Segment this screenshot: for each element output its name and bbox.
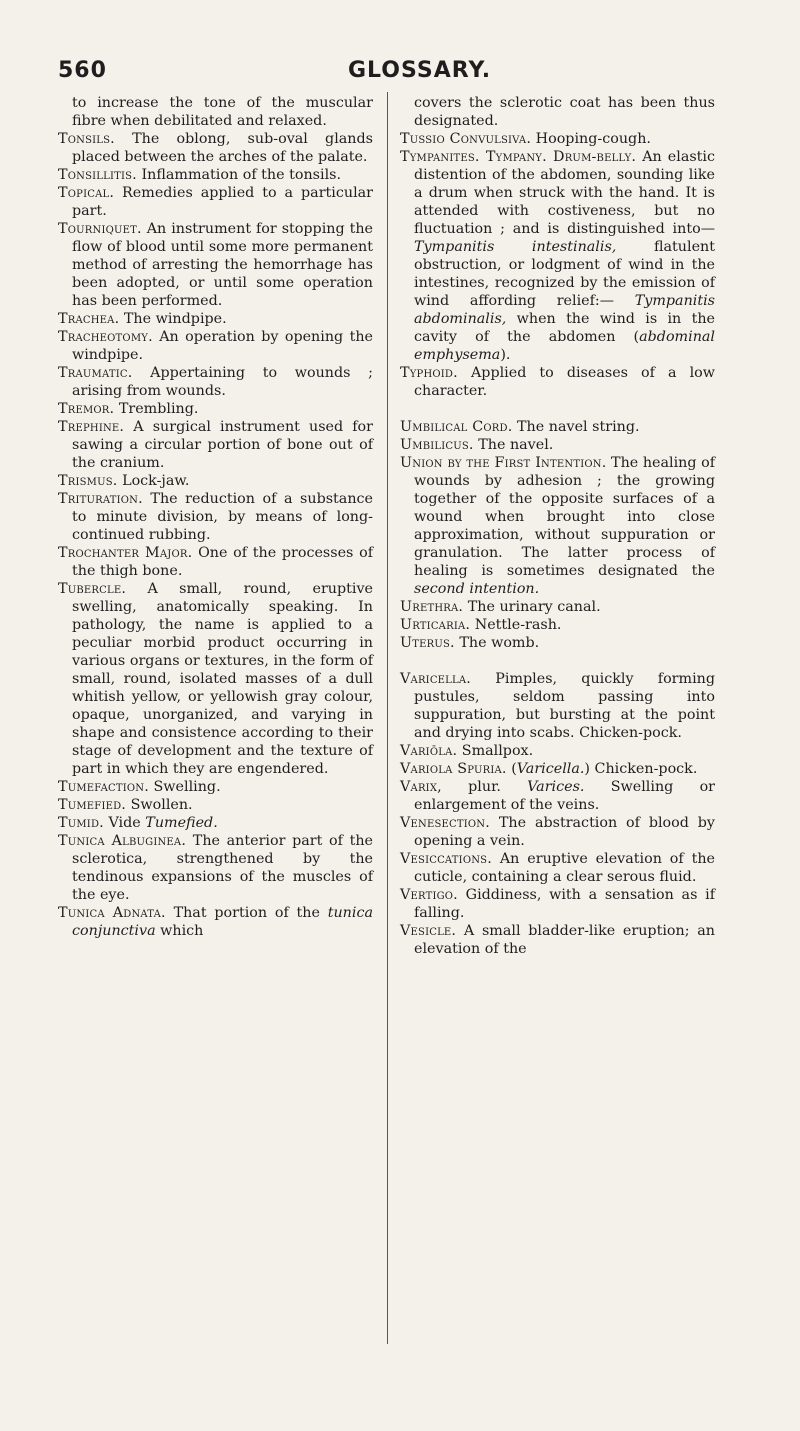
- entry-definition: to increase the tone of the muscular fibre when debilitated and relaxed.: [72, 95, 373, 129]
- entry-term: Trachea.: [58, 311, 120, 327]
- glossary-entry: [58, 328, 373, 364]
- entry-italic-text: abdominal emphysema: [414, 329, 715, 363]
- entry-term: Varicella.: [400, 671, 472, 687]
- glossary-entry: [58, 166, 373, 184]
- glossary-entry: [58, 130, 373, 166]
- entry-term: Variola Spuria.: [400, 761, 507, 777]
- glossary-entry: [58, 778, 373, 796]
- entry-definition: The navel.: [478, 437, 554, 453]
- page-number: 560: [58, 58, 107, 83]
- entry-term: Vesiccations.: [400, 851, 492, 867]
- glossary-entry: [400, 94, 715, 130]
- glossary-entry: [400, 616, 715, 634]
- glossary-entry: [58, 220, 373, 310]
- entry-term: Tumefied.: [58, 797, 127, 813]
- entry-term: Tympanites. Tympany. Drum-belly.: [400, 149, 637, 165]
- entry-definition: An instrument for stopping the flow of blood until some more permanent method of arresting the hemorrhage has been adopted, or until some operation has been performed.: [72, 221, 374, 309]
- entry-term: Venesection.: [400, 815, 490, 831]
- page-header: [58, 58, 758, 88]
- glossary-entry: [58, 94, 373, 130]
- entry-definition: ).: [500, 347, 511, 363]
- glossary-entry: [400, 814, 715, 850]
- entry-term: Typhoid.: [400, 365, 458, 381]
- entry-term: Tunica Adnata.: [58, 905, 166, 921]
- entry-definition: ) Chicken-pock.: [584, 761, 698, 777]
- entry-definition: A small bladder-like eruption; an elevation of the: [414, 923, 715, 957]
- glossary-entry: [58, 796, 373, 814]
- glossary-entry: [400, 922, 715, 958]
- entry-definition: A surgical instrument used for sawing a circular portion of bone out of the cranium.: [72, 419, 373, 471]
- page-title: GLOSSARY.: [348, 58, 492, 83]
- entry-definition: Applied to diseases of a low character.: [414, 365, 716, 399]
- entry-definition: The urinary canal.: [467, 599, 601, 615]
- entry-term: Tonsillitis.: [58, 167, 137, 183]
- entry-definition: Smallpox.: [461, 743, 534, 759]
- glossary-entry: [400, 130, 715, 148]
- entry-term: Tumid.: [58, 815, 104, 831]
- entry-term: Umbilical Cord.: [400, 419, 513, 435]
- glossary-entry: [400, 742, 715, 760]
- glossary-entry: [400, 850, 715, 886]
- entry-italic-text: Tumefied.: [145, 815, 218, 831]
- entry-definition: The windpipe.: [123, 311, 227, 327]
- entry-term: Trismus.: [58, 473, 118, 489]
- entry-italic-text: Varices.: [527, 779, 585, 795]
- glossary-entry: [400, 454, 715, 598]
- entry-term: Vesicle.: [400, 923, 457, 939]
- entry-definition: An operation by opening the windpipe.: [72, 329, 373, 363]
- entry-term: Variōla.: [400, 743, 458, 759]
- entry-term: Tourniquet.: [58, 221, 142, 237]
- entry-italic-text: Varicella.: [516, 761, 585, 777]
- entry-definition: The reduction of a substance to minute division, by means of long-continued rubbing.: [72, 491, 373, 543]
- glossary-entry: [58, 832, 373, 904]
- entry-term: Trituration.: [58, 491, 143, 507]
- entry-term: Tubercle.: [58, 581, 127, 597]
- entry-definition: Lock-jaw.: [122, 473, 190, 489]
- entry-definition: Vide: [108, 815, 141, 831]
- entry-definition: One of the processes of the thigh bone.: [72, 545, 373, 579]
- glossary-entry: [58, 418, 373, 472]
- entry-definition: The navel string.: [517, 419, 640, 435]
- entry-term: Urethra.: [400, 599, 464, 615]
- entry-definition: Appertaining to wounds ; arising from wounds.: [72, 365, 373, 399]
- entry-definition: Inflammation of the tonsils.: [141, 167, 342, 183]
- entry-term: Topical.: [58, 185, 115, 201]
- entry-italic-text: Tympanitis abdominalis,: [414, 293, 716, 327]
- entry-italic-text: second intention.: [414, 581, 540, 597]
- entry-definition: An eruptive elevation of the cuticle, containing a clear serous fluid.: [414, 851, 715, 885]
- glossary-entry: [400, 364, 715, 400]
- entry-term: Trochanter Major.: [58, 545, 193, 561]
- glossary-entry: [58, 490, 373, 544]
- entry-definition: The anterior part of the sclerotica, strengthened by the tendinous expansions of the muscles of the eye.: [72, 833, 373, 903]
- entry-definition: The abstraction of blood by opening a vein.: [414, 815, 716, 849]
- entry-definition: The oblong, sub-oval glands placed between the arches of the palate.: [72, 131, 374, 165]
- entry-definition: Swollen.: [130, 797, 193, 813]
- glossary-entry: [58, 400, 373, 418]
- glossary-entry: [400, 886, 715, 922]
- entry-term: Umbilicus.: [400, 437, 474, 453]
- entry-definition: Swelling.: [153, 779, 221, 795]
- glossary-entry: [58, 814, 373, 832]
- entry-term: Traumatic.: [58, 365, 133, 381]
- entry-term: Uterus.: [400, 635, 455, 651]
- glossary-entry: [58, 184, 373, 220]
- glossary-entry: [58, 904, 373, 940]
- entry-italic-text: tunica conjunctiva: [72, 905, 373, 939]
- column-divider: [387, 92, 388, 1344]
- left-column: [58, 94, 373, 940]
- entry-definition: Pimples, quickly forming pustules, seldom passing into suppuration, but bursting at the point and drying into scabs. Chicken-pock.: [414, 671, 715, 741]
- entry-definition: Remedies applied to a particular part.: [72, 185, 373, 219]
- glossary-entry: [400, 598, 715, 616]
- entry-term: Urticaria.: [400, 617, 471, 633]
- entry-definition: An elastic distention of the abdomen, sounding like a drum when struck with the hand. It is attended with costiveness, but no fluctuation ; and is distinguished into—: [414, 149, 716, 237]
- entry-definition: when the wind is in the cavity of the abdomen (: [414, 311, 715, 345]
- glossary-entry: [400, 760, 715, 778]
- entry-definition: Swelling or enlargement of the veins.: [414, 779, 716, 813]
- entry-definition: flatulent obstruction, or lodgment of wind in the intestines, recognized by the emission of wind affording relief:—: [414, 239, 715, 309]
- entry-definition: (: [511, 761, 517, 777]
- entry-definition: The healing of wounds by adhesion ; the growing together of the opposite surfaces of a wound when brought into close approximation, without suppuration or granulation. The latter process of healing is sometimes designated the: [414, 455, 716, 579]
- glossary-entry: [58, 310, 373, 328]
- entry-italic-text: Tympanitis intestinalis,: [414, 239, 617, 255]
- entry-term: Tunica Albuginea.: [58, 833, 187, 849]
- glossary-entry: [400, 778, 715, 814]
- entry-definition: plur.: [468, 779, 501, 795]
- glossary-entry: [58, 472, 373, 490]
- glossary-entry: [400, 436, 715, 454]
- entry-term: Vertigo.: [400, 887, 458, 903]
- entry-term: Tracheotomy.: [58, 329, 153, 345]
- entry-definition: Trembling.: [118, 401, 199, 417]
- right-column: [400, 94, 715, 958]
- glossary-entry: [58, 364, 373, 400]
- entry-definition: Nettle-rash.: [474, 617, 562, 633]
- entry-definition: which: [160, 923, 204, 939]
- entry-term: Tonsils.: [58, 131, 115, 147]
- entry-term: Trephine.: [58, 419, 125, 435]
- glossary-entry: [400, 418, 715, 436]
- entry-term: Tumefaction.: [58, 779, 149, 795]
- glossary-entry: [58, 580, 373, 778]
- entry-term: Tussio Convulsiva.: [400, 131, 532, 147]
- entry-definition: The womb.: [459, 635, 540, 651]
- entry-definition: That portion of the: [173, 905, 320, 921]
- entry-definition: Giddiness, with a sensation as if falling.: [414, 887, 715, 921]
- entry-term: Union by the First Intention.: [400, 455, 607, 471]
- entry-definition: Hooping-cough.: [535, 131, 651, 147]
- glossary-entry: [58, 544, 373, 580]
- entry-term: Varix,: [400, 779, 442, 795]
- glossary-entry: [400, 634, 715, 652]
- glossary-entry: [400, 148, 715, 364]
- entry-definition: covers the sclerotic coat has been thus designated.: [414, 95, 715, 129]
- entry-definition: A small, round, eruptive swelling, anatomically speaking. In pathology, the name is applied to a peculiar morbid product occurring in various organs or textures, in the form of small, round, isolated masses of a dull whitish yellow, or yellowish gray colour, opaque, unorganized, and varying in shape and consistence according to their stage of development and the texture of part in which they are engendered.: [72, 581, 373, 777]
- glossary-entry: [400, 670, 715, 742]
- entry-term: Tremor.: [58, 401, 115, 417]
